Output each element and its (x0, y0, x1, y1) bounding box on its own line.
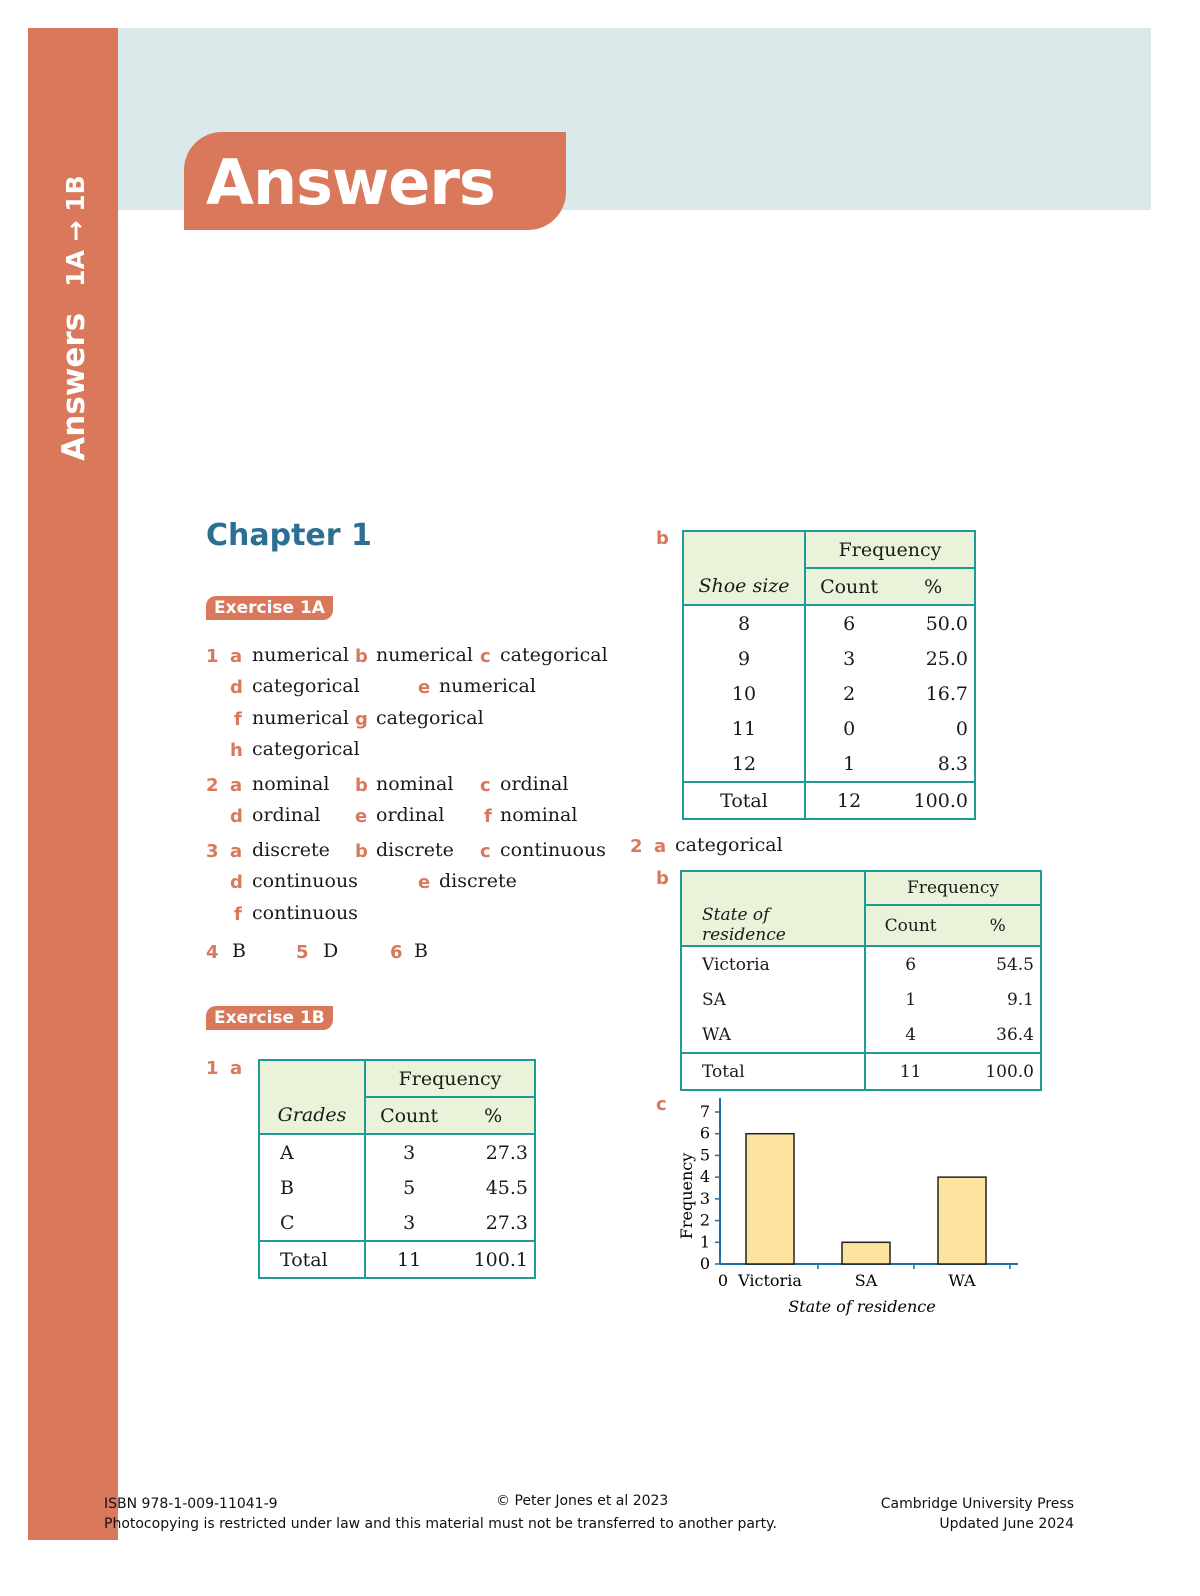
answer: discrete (439, 870, 517, 892)
frequency-bar-chart (670, 1092, 1030, 1324)
answer: numerical (252, 707, 349, 729)
y-tick-label: 1 (699, 1232, 710, 1252)
part-label: c (480, 775, 491, 796)
part-label: e (355, 806, 368, 827)
question-number: 2 (630, 836, 643, 857)
header-state: State of residence (681, 905, 865, 946)
table-row: 10 2 16.7 (683, 676, 975, 711)
ex1a-q4-6 (206, 940, 626, 968)
shoe-size-table (682, 530, 976, 820)
part-label: f (234, 709, 242, 730)
y-tick-label: 4 (699, 1167, 710, 1187)
part-label: a (230, 775, 243, 796)
answer: categorical (500, 644, 608, 666)
footer-publisher: Cambridge University Press (880, 1496, 1074, 1512)
y-tick-label: 6 (699, 1123, 710, 1143)
ex1a-q1 (206, 644, 626, 774)
part-label: c (656, 1094, 667, 1115)
answer: discrete (376, 839, 454, 861)
side-title (30, 148, 118, 488)
y-tick-label: 3 (699, 1188, 710, 1208)
x-axis-title: State of residence (788, 1297, 936, 1316)
answer: B (232, 940, 246, 962)
header-count: Count (805, 568, 892, 605)
header-frequency: Frequency (865, 871, 1041, 905)
footer-updated: Updated June 2024 (939, 1516, 1074, 1532)
answer: nominal (376, 773, 454, 795)
table-row: B 5 45.5 (259, 1170, 535, 1205)
part-label: a (230, 1058, 243, 1079)
part-label: b (355, 841, 368, 862)
part-label: h (230, 740, 243, 761)
side-title-range: 1A → 1B (61, 175, 90, 287)
footer-notice: Photocopying is restricted under law and this material must not be transferred to another party. (104, 1516, 777, 1532)
table-row: A 3 27.3 (259, 1134, 535, 1170)
part-label: e (418, 872, 431, 893)
part-label: b (656, 868, 669, 889)
answer: categorical (675, 834, 783, 856)
side-title-answers: Answers (56, 312, 92, 461)
page-title: Answers (206, 146, 495, 219)
answer: continuous (252, 870, 358, 892)
part-label: b (656, 528, 669, 549)
y-tick-label: 7 (699, 1102, 710, 1121)
ex1a-q3 (206, 839, 626, 935)
answer: categorical (252, 738, 360, 760)
answer: continuous (500, 839, 606, 861)
question-number: 6 (390, 942, 403, 963)
question-number: 3 (206, 841, 219, 862)
part-label: e (418, 677, 431, 698)
footer-copyright: © Peter Jones et al 2023 (496, 1493, 669, 1509)
ex1a-q2 (206, 773, 626, 837)
answer: numerical (252, 644, 349, 666)
answer: ordinal (500, 773, 569, 795)
bar (842, 1242, 890, 1264)
table-row: SA 1 9.1 (681, 982, 1041, 1017)
header-percent: % (892, 568, 975, 605)
part-label: c (480, 841, 491, 862)
y-tick-label: 5 (699, 1145, 710, 1165)
answer: categorical (376, 707, 484, 729)
answer: ordinal (252, 804, 321, 826)
footer-isbn: ISBN 978-1-009-11041-9 (104, 1496, 278, 1512)
table-row: Victoria 6 54.5 (681, 946, 1041, 982)
answer: B (414, 940, 428, 962)
table-row: 11 0 0 (683, 711, 975, 746)
x-tick-label: SA (854, 1271, 878, 1290)
part-label: b (355, 646, 368, 667)
table-row: 9 3 25.0 (683, 641, 975, 676)
answer: nominal (252, 773, 330, 795)
question-number: 2 (206, 775, 219, 796)
answer: numerical (439, 675, 536, 697)
part-label: a (230, 646, 243, 667)
total-row: Total 11 100.1 (259, 1241, 535, 1278)
part-label: f (484, 806, 492, 827)
header-frequency: Frequency (805, 531, 975, 568)
total-row: Total 11 100.0 (681, 1053, 1041, 1090)
origin-label: 0 (717, 1271, 729, 1290)
question-number: 1 (206, 646, 219, 667)
part-label: d (230, 872, 243, 893)
header-grades: Grades (259, 1097, 365, 1134)
y-tick-label: 0 (699, 1254, 710, 1273)
grades-table (258, 1059, 536, 1279)
table-row: 8 6 50.0 (683, 605, 975, 641)
answer: discrete (252, 839, 330, 861)
x-tick-label: Victoria (738, 1271, 802, 1290)
y-tick-label: 2 (699, 1210, 710, 1230)
exercise-1a-badge: Exercise 1A (206, 596, 333, 620)
question-number: 5 (296, 942, 309, 963)
bar (746, 1134, 794, 1264)
answer: nominal (500, 804, 578, 826)
part-label: d (230, 677, 243, 698)
answer: categorical (252, 675, 360, 697)
part-label: d (230, 806, 243, 827)
y-axis-title: Frequency (677, 1152, 696, 1240)
question-number: 1 (206, 1058, 219, 1079)
state-table (680, 870, 1042, 1091)
part-label: g (355, 709, 368, 730)
x-tick-label: WA (948, 1271, 976, 1290)
table-row: C 3 27.3 (259, 1205, 535, 1241)
answer: D (323, 940, 339, 962)
bar (938, 1177, 986, 1264)
header-percent: % (452, 1097, 535, 1134)
table-row: WA 4 36.4 (681, 1017, 1041, 1053)
exercise-1b-badge: Exercise 1B (206, 1006, 333, 1030)
part-label: a (230, 841, 243, 862)
header-percent: % (955, 905, 1041, 946)
chapter-title: Chapter 1 (206, 518, 372, 553)
part-label: b (355, 775, 368, 796)
header-shoe-size: Shoe size (683, 568, 805, 605)
answer: ordinal (376, 804, 445, 826)
answer: continuous (252, 902, 358, 924)
part-label: a (654, 836, 667, 857)
header-count: Count (365, 1097, 452, 1134)
part-label: c (480, 646, 491, 667)
answer: numerical (376, 644, 473, 666)
total-row: Total 12 100.0 (683, 782, 975, 819)
header-count: Count (865, 905, 955, 946)
table-row: 12 1 8.3 (683, 746, 975, 782)
part-label: f (234, 904, 242, 925)
question-number: 4 (206, 942, 219, 963)
header-frequency: Frequency (365, 1060, 535, 1097)
